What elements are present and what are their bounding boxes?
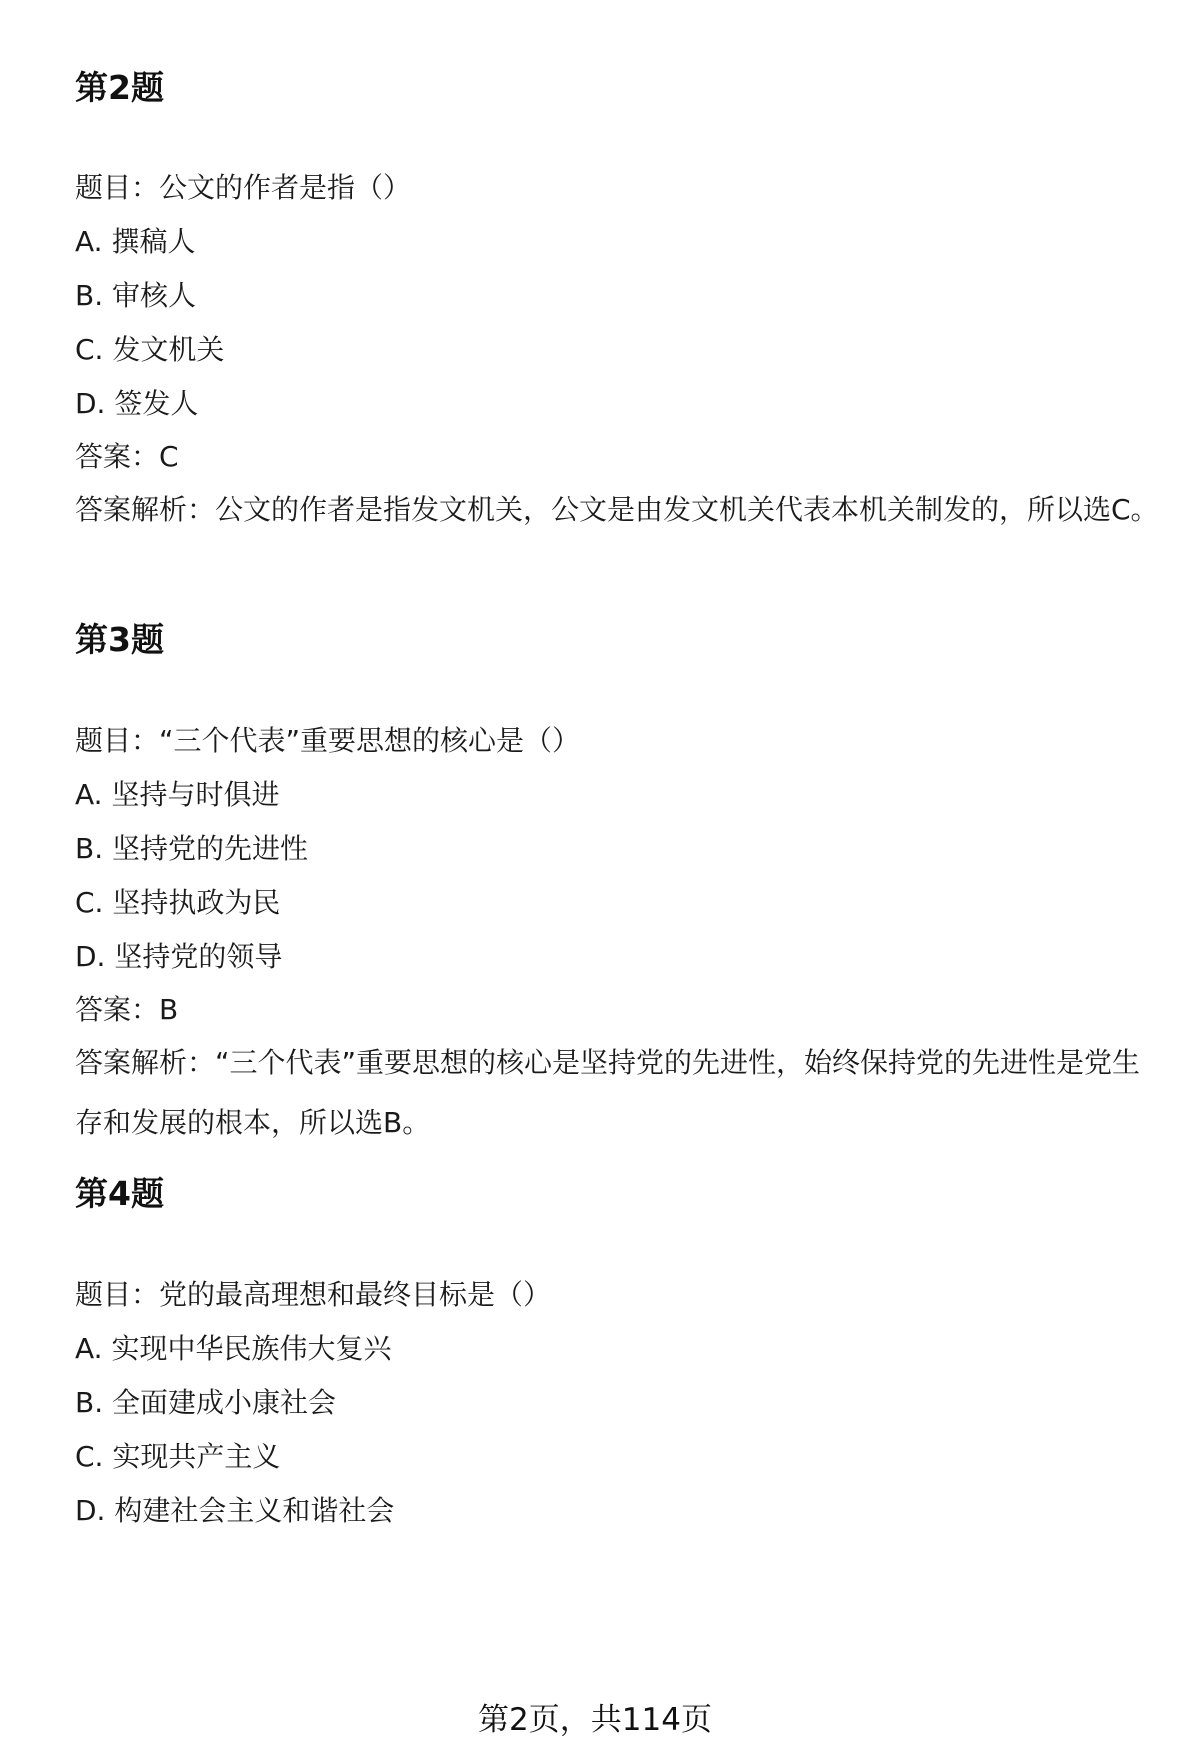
question-stem: 题目：公文的作者是指（） <box>75 171 412 204</box>
answer-analysis: 答案解析：“三个代表”重要思想的核心是坚持党的先进性，始终保持党的先进性是党生存和发展的根本，所以选B。 <box>75 1046 1141 1139</box>
option-b: B. 坚持党的先进性 <box>75 832 309 865</box>
answer: 答案：B <box>75 993 179 1026</box>
question-heading: 第2题 <box>75 68 164 107</box>
option-a: A. 撰稿人 <box>75 225 196 258</box>
question-stem: 题目：党的最高理想和最终目标是（） <box>75 1278 552 1311</box>
page-number-footer: 第2页，共114页 <box>478 1702 712 1738</box>
question-stem: 题目：“三个代表”重要思想的核心是（） <box>75 724 581 757</box>
question-heading: 第3题 <box>75 620 164 659</box>
option-d: D. 构建社会主义和谐社会 <box>75 1494 395 1527</box>
option-c: C. 坚持执政为民 <box>75 886 281 919</box>
option-d: D. 坚持党的领导 <box>75 940 283 973</box>
option-b: B. 审核人 <box>75 279 197 312</box>
option-a: A. 实现中华民族伟大复兴 <box>75 1332 392 1365</box>
option-b: B. 全面建成小康社会 <box>75 1386 337 1419</box>
question-heading: 第4题 <box>75 1174 164 1213</box>
answer-analysis: 答案解析：公文的作者是指发文机关，公文是由发文机关代表本机关制发的，所以选C。 <box>75 493 1159 526</box>
option-c: C. 发文机关 <box>75 333 225 366</box>
option-c: C. 实现共产主义 <box>75 1440 281 1473</box>
answer: 答案：C <box>75 440 179 473</box>
option-a: A. 坚持与时俱进 <box>75 778 280 811</box>
option-d: D. 签发人 <box>75 387 199 420</box>
